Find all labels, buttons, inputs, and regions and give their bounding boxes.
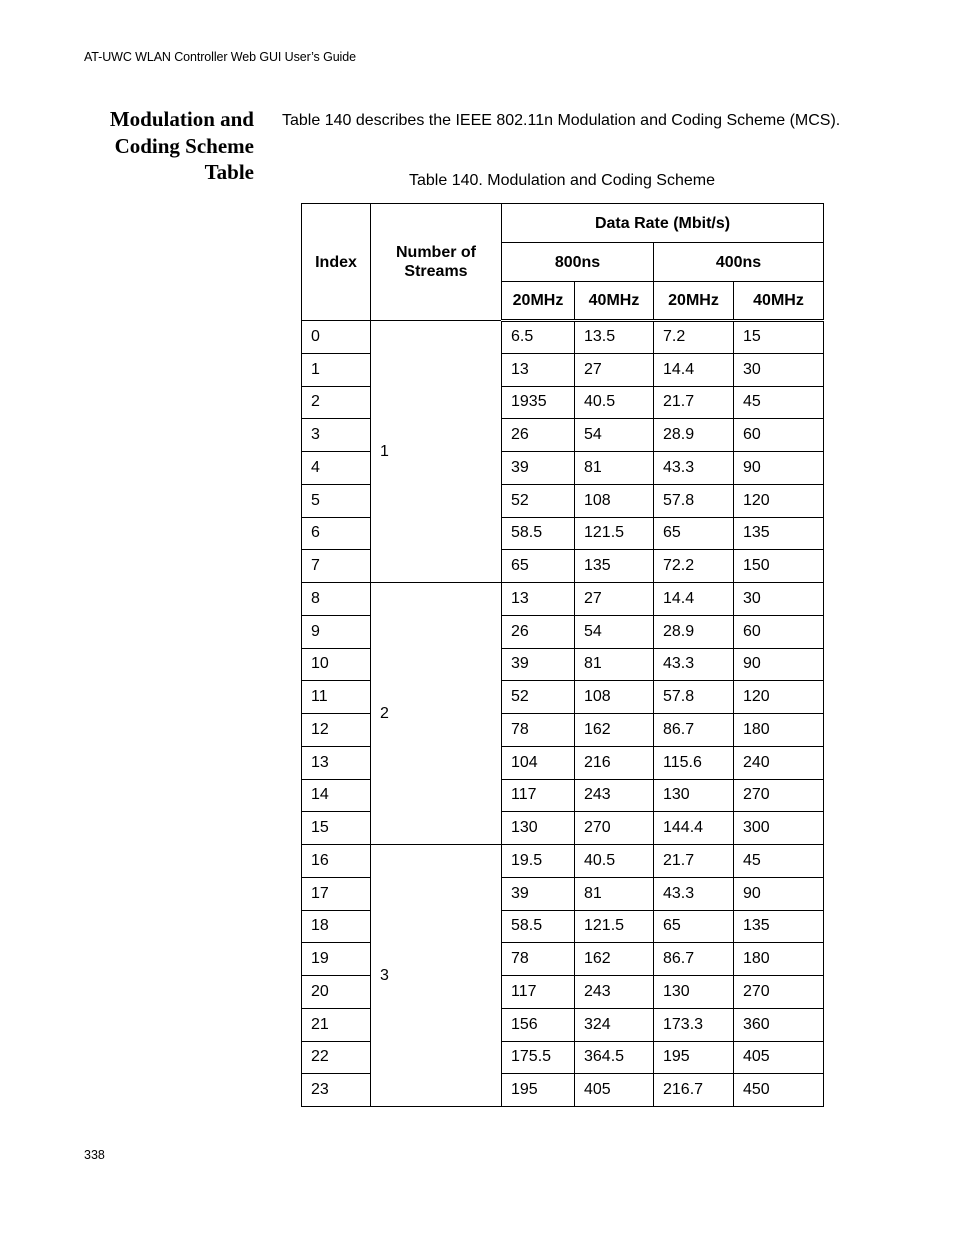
mcs-index-cell: 0 xyxy=(302,321,371,354)
rate-800ns-40mhz-cell: 135 xyxy=(575,550,654,583)
rate-800ns-20mhz-cell: 156 xyxy=(502,1008,575,1041)
mcs-index-cell: 6 xyxy=(302,517,371,550)
rate-800ns-40mhz-cell: 81 xyxy=(575,648,654,681)
mcs-index-cell: 10 xyxy=(302,648,371,681)
rate-400ns-40mhz-cell: 180 xyxy=(734,943,824,976)
table-row xyxy=(302,321,824,354)
rate-800ns-40mhz-cell: 162 xyxy=(575,714,654,747)
table-row xyxy=(302,845,824,878)
rate-400ns-20mhz-cell: 43.3 xyxy=(654,877,734,910)
table-row xyxy=(302,583,824,616)
rate-400ns-40mhz-cell: 30 xyxy=(734,353,824,386)
rate-800ns-20mhz-cell: 52 xyxy=(502,681,575,714)
rate-800ns-20mhz-cell: 104 xyxy=(502,746,575,779)
rate-400ns-40mhz-cell: 60 xyxy=(734,419,824,452)
rate-400ns-20mhz-cell: 72.2 xyxy=(654,550,734,583)
rate-400ns-20mhz-cell: 86.7 xyxy=(654,714,734,747)
rate-400ns-20mhz-cell: 130 xyxy=(654,976,734,1009)
mcs-index-cell: 9 xyxy=(302,615,371,648)
rate-400ns-20mhz-cell: 21.7 xyxy=(654,845,734,878)
rate-400ns-40mhz-cell: 300 xyxy=(734,812,824,845)
mcs-index-cell: 22 xyxy=(302,1041,371,1074)
mcs-index-cell: 1 xyxy=(302,353,371,386)
rate-800ns-20mhz-cell: 13 xyxy=(502,353,575,386)
rate-800ns-20mhz-cell: 39 xyxy=(502,877,575,910)
rate-800ns-20mhz-cell: 52 xyxy=(502,484,575,517)
mcs-table xyxy=(301,203,824,1107)
rate-400ns-40mhz-cell: 45 xyxy=(734,845,824,878)
rate-400ns-40mhz-cell: 270 xyxy=(734,976,824,1009)
rate-800ns-40mhz-cell: 121.5 xyxy=(575,910,654,943)
header-streams: Number of Streams xyxy=(371,204,502,321)
mcs-index-cell: 21 xyxy=(302,1008,371,1041)
rate-800ns-20mhz-cell: 78 xyxy=(502,943,575,976)
header-data-rate: Data Rate (Mbit/s) xyxy=(502,204,824,243)
header-bandwidth: 40MHz xyxy=(734,282,824,321)
rate-800ns-40mhz-cell: 162 xyxy=(575,943,654,976)
rate-400ns-20mhz-cell: 43.3 xyxy=(654,452,734,485)
rate-400ns-20mhz-cell: 21.7 xyxy=(654,386,734,419)
mcs-index-cell: 11 xyxy=(302,681,371,714)
rate-800ns-20mhz-cell: 175.5 xyxy=(502,1041,575,1074)
mcs-index-cell: 8 xyxy=(302,583,371,616)
rate-400ns-40mhz-cell: 90 xyxy=(734,648,824,681)
rate-400ns-40mhz-cell: 180 xyxy=(734,714,824,747)
rate-800ns-20mhz-cell: 58.5 xyxy=(502,517,575,550)
streams-cell: 2 xyxy=(371,583,502,845)
rate-800ns-20mhz-cell: 1935 xyxy=(502,386,575,419)
rate-400ns-40mhz-cell: 120 xyxy=(734,681,824,714)
mcs-index-cell: 12 xyxy=(302,714,371,747)
rate-800ns-20mhz-cell: 117 xyxy=(502,779,575,812)
rate-400ns-40mhz-cell: 90 xyxy=(734,877,824,910)
rate-800ns-20mhz-cell: 6.5 xyxy=(502,321,575,354)
intro-paragraph: Table 140 describes the IEEE 802.11n Modulation and Coding Scheme (MCS). xyxy=(282,112,841,129)
mcs-index-cell: 20 xyxy=(302,976,371,1009)
rate-800ns-40mhz-cell: 40.5 xyxy=(575,845,654,878)
rate-400ns-20mhz-cell: 65 xyxy=(654,517,734,550)
rate-400ns-20mhz-cell: 115.6 xyxy=(654,746,734,779)
rate-800ns-40mhz-cell: 81 xyxy=(575,452,654,485)
rate-400ns-40mhz-cell: 45 xyxy=(734,386,824,419)
mcs-index-cell: 5 xyxy=(302,484,371,517)
rate-800ns-40mhz-cell: 27 xyxy=(575,583,654,616)
rate-800ns-40mhz-cell: 243 xyxy=(575,779,654,812)
rate-400ns-40mhz-cell: 135 xyxy=(734,517,824,550)
table-header xyxy=(302,204,824,321)
section-heading-line: Table xyxy=(204,160,254,184)
rate-400ns-20mhz-cell: 43.3 xyxy=(654,648,734,681)
header-guard-400ns: 400ns xyxy=(654,243,824,282)
rate-400ns-40mhz-cell: 120 xyxy=(734,484,824,517)
mcs-index-cell: 16 xyxy=(302,845,371,878)
rate-800ns-20mhz-cell: 39 xyxy=(502,648,575,681)
rate-400ns-40mhz-cell: 450 xyxy=(734,1074,824,1107)
rate-400ns-40mhz-cell: 405 xyxy=(734,1041,824,1074)
running-header: AT-UWC WLAN Controller Web GUI User’s Guide xyxy=(84,50,356,64)
header-index: Index xyxy=(302,204,371,321)
rate-800ns-20mhz-cell: 39 xyxy=(502,452,575,485)
rate-400ns-20mhz-cell: 86.7 xyxy=(654,943,734,976)
rate-400ns-40mhz-cell: 360 xyxy=(734,1008,824,1041)
header-bandwidth: 20MHz xyxy=(654,282,734,321)
mcs-index-cell: 2 xyxy=(302,386,371,419)
mcs-index-cell: 13 xyxy=(302,746,371,779)
rate-800ns-40mhz-cell: 270 xyxy=(575,812,654,845)
streams-cell: 1 xyxy=(371,321,502,583)
rate-400ns-40mhz-cell: 15 xyxy=(734,321,824,354)
page-number: 338 xyxy=(84,1148,105,1162)
rate-800ns-40mhz-cell: 324 xyxy=(575,1008,654,1041)
rate-400ns-20mhz-cell: 28.9 xyxy=(654,615,734,648)
rate-400ns-20mhz-cell: 173.3 xyxy=(654,1008,734,1041)
rate-800ns-40mhz-cell: 27 xyxy=(575,353,654,386)
rate-800ns-20mhz-cell: 65 xyxy=(502,550,575,583)
rate-400ns-40mhz-cell: 30 xyxy=(734,583,824,616)
table-caption: Table 140. Modulation and Coding Scheme xyxy=(409,172,715,189)
rate-400ns-40mhz-cell: 150 xyxy=(734,550,824,583)
rate-800ns-20mhz-cell: 26 xyxy=(502,615,575,648)
rate-800ns-20mhz-cell: 78 xyxy=(502,714,575,747)
rate-800ns-40mhz-cell: 40.5 xyxy=(575,386,654,419)
mcs-index-cell: 3 xyxy=(302,419,371,452)
mcs-index-cell: 19 xyxy=(302,943,371,976)
rate-800ns-40mhz-cell: 13.5 xyxy=(575,321,654,354)
section-heading-line: Coding Scheme xyxy=(114,133,254,158)
rate-400ns-20mhz-cell: 7.2 xyxy=(654,321,734,354)
mcs-index-cell: 15 xyxy=(302,812,371,845)
rate-400ns-40mhz-cell: 60 xyxy=(734,615,824,648)
rate-800ns-20mhz-cell: 195 xyxy=(502,1074,575,1107)
rate-800ns-20mhz-cell: 117 xyxy=(502,976,575,1009)
rate-800ns-40mhz-cell: 108 xyxy=(575,484,654,517)
rate-400ns-20mhz-cell: 216.7 xyxy=(654,1074,734,1107)
rate-400ns-20mhz-cell: 14.4 xyxy=(654,353,734,386)
rate-400ns-20mhz-cell: 195 xyxy=(654,1041,734,1074)
rate-400ns-20mhz-cell: 130 xyxy=(654,779,734,812)
mcs-index-cell: 17 xyxy=(302,877,371,910)
rate-800ns-40mhz-cell: 405 xyxy=(575,1074,654,1107)
rate-400ns-40mhz-cell: 270 xyxy=(734,779,824,812)
streams-cell: 3 xyxy=(371,845,502,1107)
rate-800ns-20mhz-cell: 26 xyxy=(502,419,575,452)
rate-800ns-40mhz-cell: 121.5 xyxy=(575,517,654,550)
rate-400ns-20mhz-cell: 14.4 xyxy=(654,583,734,616)
rate-400ns-40mhz-cell: 135 xyxy=(734,910,824,943)
rate-800ns-20mhz-cell: 13 xyxy=(502,583,575,616)
header-bandwidth: 20MHz xyxy=(502,282,575,321)
rate-800ns-40mhz-cell: 54 xyxy=(575,419,654,452)
rate-800ns-40mhz-cell: 54 xyxy=(575,615,654,648)
rate-400ns-40mhz-cell: 90 xyxy=(734,452,824,485)
rate-800ns-40mhz-cell: 243 xyxy=(575,976,654,1009)
mcs-index-cell: 23 xyxy=(302,1074,371,1107)
section-heading xyxy=(60,106,254,186)
rate-400ns-20mhz-cell: 144.4 xyxy=(654,812,734,845)
rate-800ns-40mhz-cell: 108 xyxy=(575,681,654,714)
rate-800ns-20mhz-cell: 130 xyxy=(502,812,575,845)
header-bandwidth: 40MHz xyxy=(575,282,654,321)
rate-400ns-20mhz-cell: 65 xyxy=(654,910,734,943)
rate-800ns-20mhz-cell: 58.5 xyxy=(502,910,575,943)
table-body xyxy=(302,321,824,1107)
header-guard-800ns: 800ns xyxy=(502,243,654,282)
rate-800ns-40mhz-cell: 216 xyxy=(575,746,654,779)
rate-400ns-20mhz-cell: 57.8 xyxy=(654,681,734,714)
mcs-index-cell: 18 xyxy=(302,910,371,943)
rate-400ns-20mhz-cell: 57.8 xyxy=(654,484,734,517)
mcs-index-cell: 4 xyxy=(302,452,371,485)
mcs-index-cell: 7 xyxy=(302,550,371,583)
mcs-index-cell: 14 xyxy=(302,779,371,812)
rate-800ns-40mhz-cell: 81 xyxy=(575,877,654,910)
rate-400ns-20mhz-cell: 28.9 xyxy=(654,419,734,452)
rate-800ns-40mhz-cell: 364.5 xyxy=(575,1041,654,1074)
rate-800ns-20mhz-cell: 19.5 xyxy=(502,845,575,878)
section-heading-line: Modulation and xyxy=(109,107,254,131)
rate-400ns-40mhz-cell: 240 xyxy=(734,746,824,779)
